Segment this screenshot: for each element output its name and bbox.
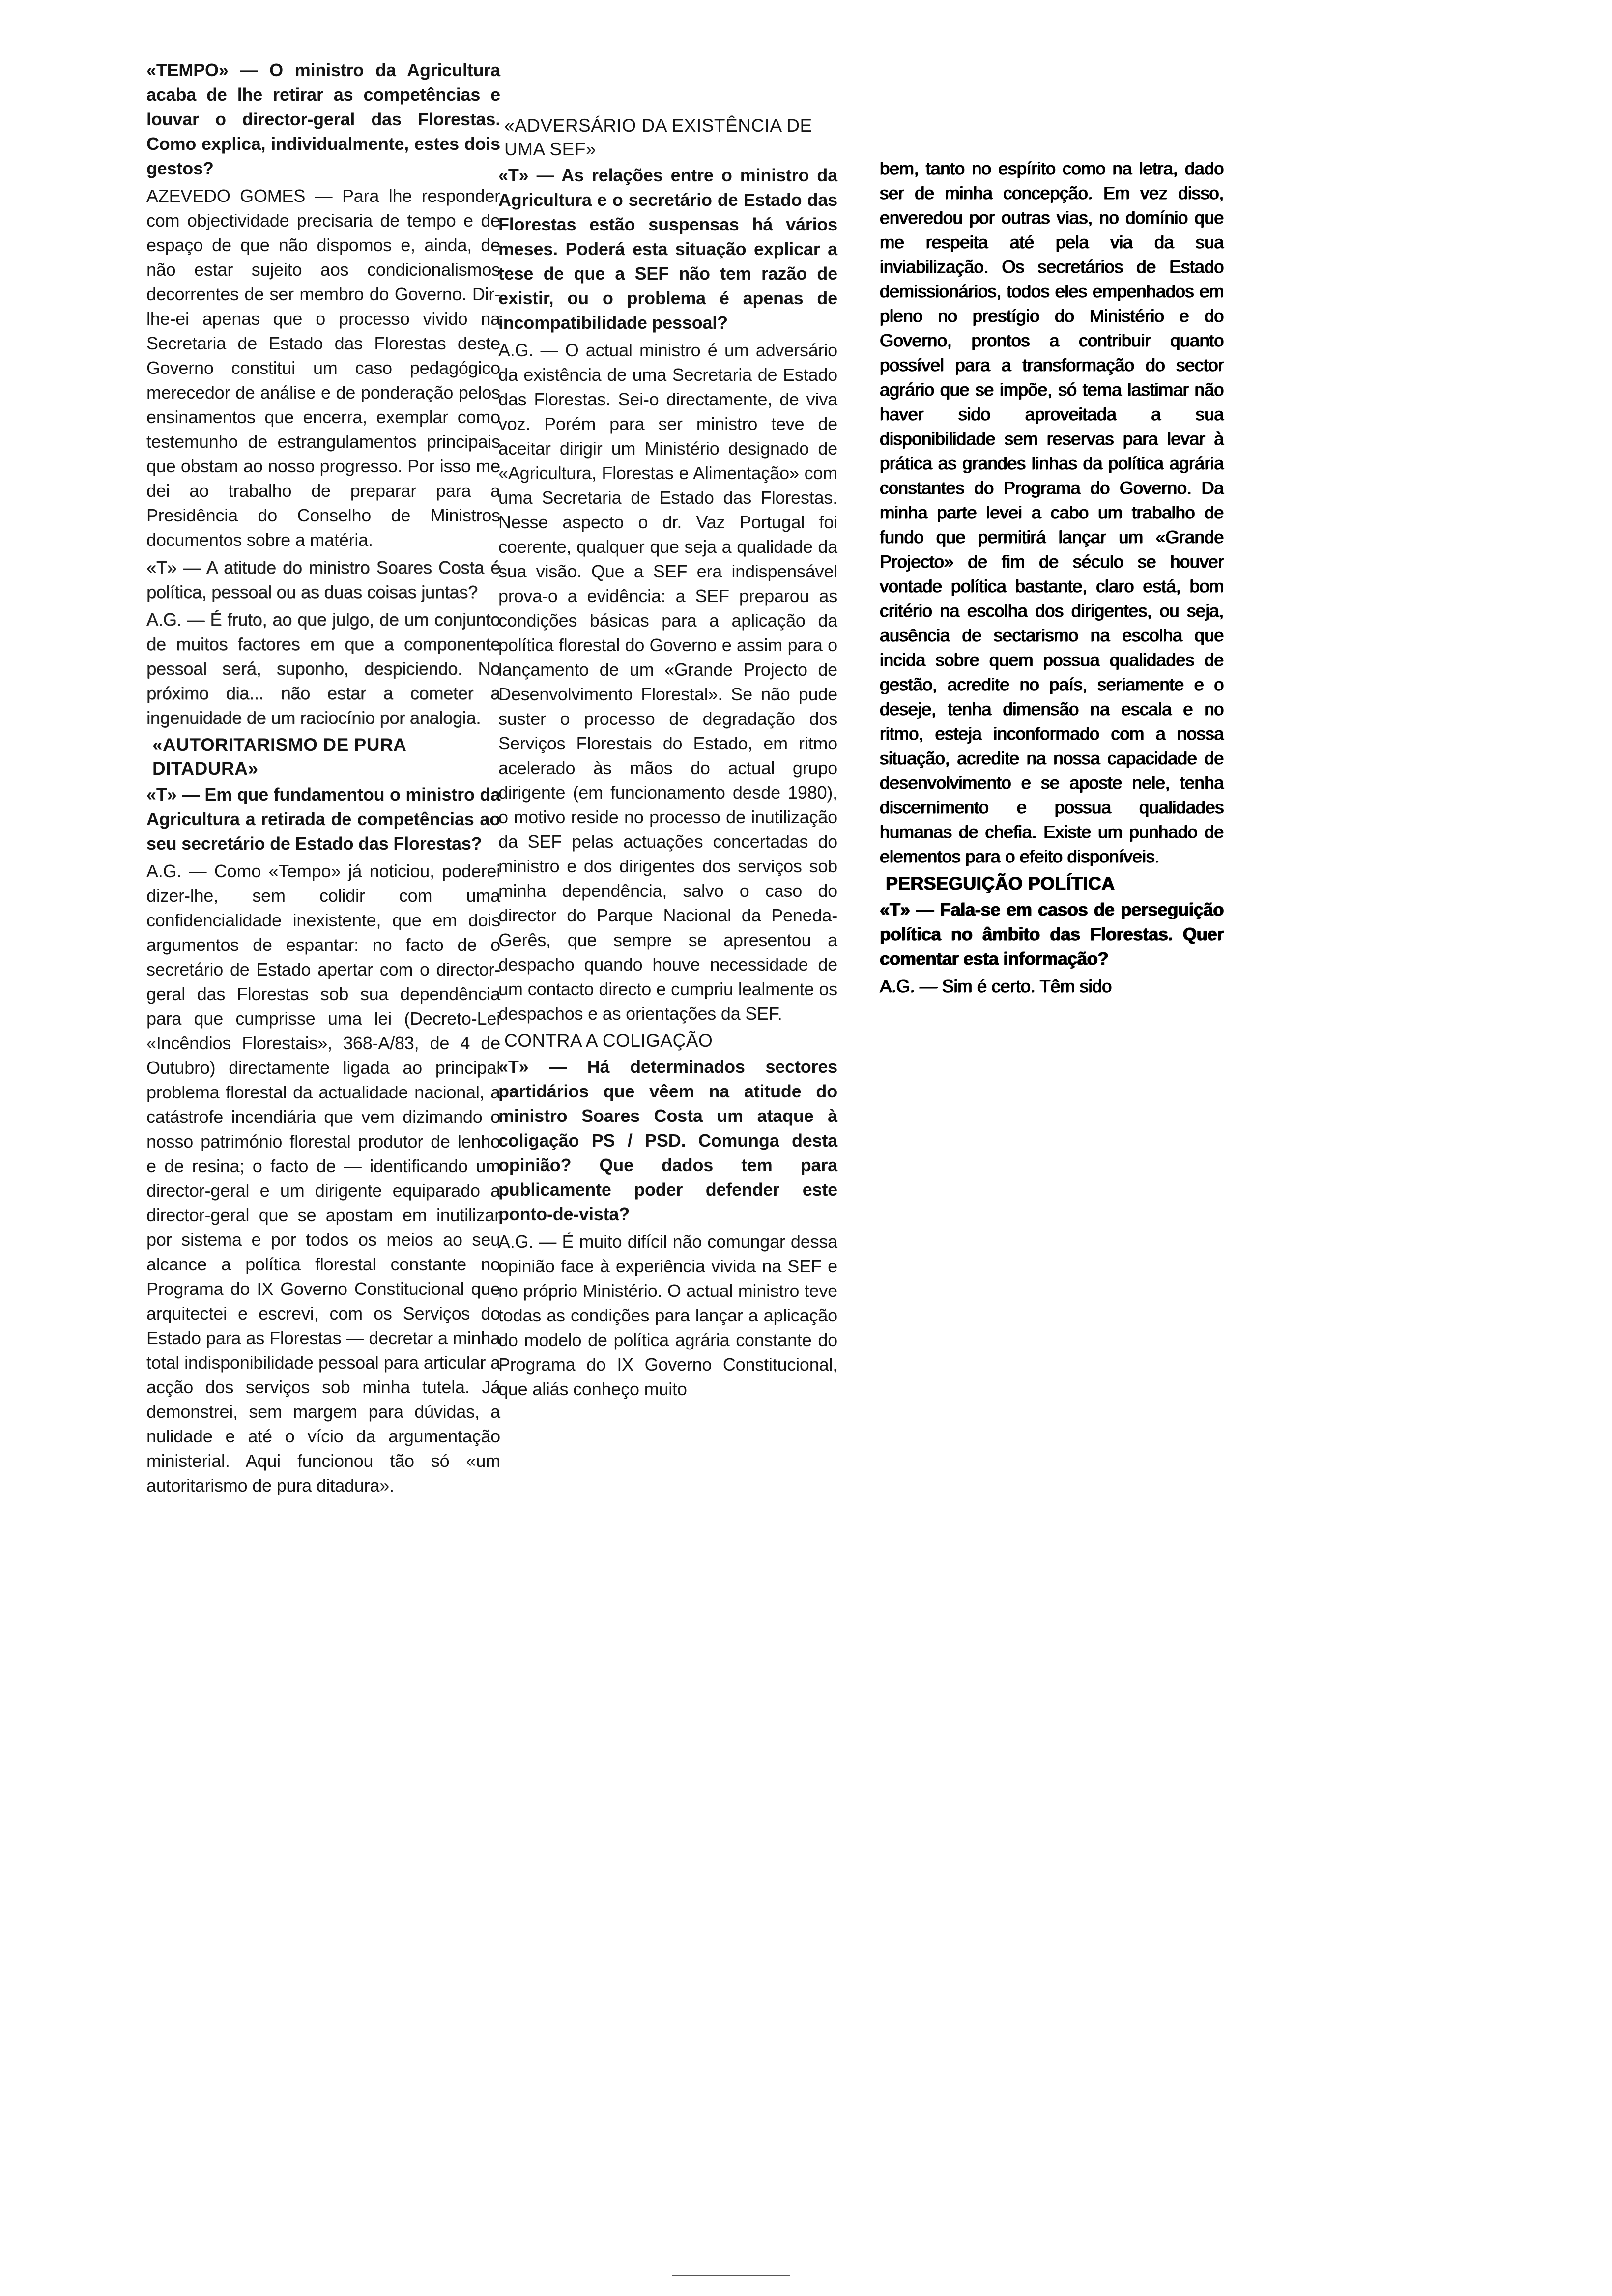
answer-6: A.G. — Sim é certo. Têm sido <box>880 976 1112 996</box>
answer-4: A.G. — O actual ministro é um adversário da existência de uma Secretaria de Estado das Florestas. Sei-o directamente, de viva voz. Porém para ser ministro teve de aceitar dirigir um Ministério designado de «Agricultura, Florestas e Alimentação» com uma Secretaria de Estado das Florestas. Nesse aspecto o dr. Vaz Portugal foi coerente, qualquer que seja a qualidade da sua visão. Que a SEF era indispensável prova-o a evidência: a SEF preparou as condições básicas para a aplicação da política florestal do Governo e assim para o lançamento de um «Grande Projecto de Desenvolvimento Florestal». Se não pude suster o processo de degradação dos Serviços Florestais do Estado, em ritmo acelerado às mãos do actual grupo dirigente (em funcionamento desde 1980), o motivo reside no processo de inutilização da SEF pelas actuações concertadas do ministro e dos dirigentes dos serviços sob minha dependência, salvo o caso do director do Parque Nacional da Peneda-Gerês, que sempre se apresentou a despacho quando houve necessidade de um contacto directo e cumpriu lealmente os despachos e as orientações da SEF. <box>498 340 837 1024</box>
question-1: «TEMPO» — O ministro da Agricultura acaba de lhe retirar as competências e louvar o director-geral das Florestas. Como explica, individualmente, estes dois gestos? <box>146 60 500 178</box>
question-4: «T» — As relações entre o ministro da Agricultura e o secretário de Estado das Florestas estão suspensas há vários meses. Poderá esta situação explicar a tese de que a SEF não tem razão de existir, ou o problema é apenas de incompatibilidade pessoal? <box>498 165 837 333</box>
section-heading-adversario: «ADVERSÁRIO DA EXISTÊNCIA DE UMA SEF» <box>504 115 812 159</box>
answer-3: A.G. — Como «Tempo» já noticiou, poderei dizer-lhe, sem colidir com uma confidencialidade inexistente, que em dois argumentos de espantar: no facto de o secretário de Estado apertar com o director-geral das Florestas sob sua dependência para que cumprisse uma lei (Decreto-Lei «Incêndios Florestais», 368-A/83, de 4 de Outubro) directamente ligada ao principal problema florestal da actualidade nacional, a catástrofe incendiária que vem dizimando o nosso património florestal produtor de lenho e de resina; o facto de — identificando um director-geral e um dirigente equiparado a director-geral que se apostam em inutilizar por sistema e por todos os meios ao seu alcance a política florestal constante no Programa do IX Governo Constitucional que arquitectei e escrevi, com os Serviços do Estado para as Florestas — decretar a minha total indisponibilidade pessoal para articular a acção dos serviços sob minha tutela. Já demonstrei, sem margem para dúvidas, a nulidade e até o vício da argumentação ministerial. Aqui funcionou tão só «um autoritarismo de pura ditadura». <box>146 861 500 1495</box>
answer-1: AZEVEDO GOMES — Para lhe responder com objectividade precisaria de tempo e de espaço de que não dispomos e, ainda, de não estar sujeito aos condicionalismos decorrentes de ser membro do Governo. Dir-lhe-ei apenas que o processo vivido na Secretaria de Estado das Florestas deste Governo constitui um caso pedagógico merecedor de análise e de ponderação pelos ensinamentos que encerra, exemplar como testemunho de estrangulamentos principais que obstam ao nosso progresso. Por isso me dei ao trabalho de preparar para a Presidência do Conselho de Ministros documentos sobre a matéria. <box>146 186 500 550</box>
section-heading-perseguicao: PERSEGUIÇÃO POLÍTICA <box>886 873 1115 893</box>
section-heading-coligacao: CONTRA A COLIGAÇÃO <box>504 1031 713 1051</box>
answer-2: A.G. — É fruto, ao que julgo, de um conjunto de muitos factores em que a componente pessoal será, suponho, despiciendo. No próximo dia... não estar a cometer a ingenuidade de um raciocínio por analogia. <box>146 609 500 728</box>
column-3 <box>880 156 1224 1002</box>
question-3: «T» — Em que fundamentou o ministro da Agricultura a retirada de competências ao seu secretário de Estado das Florestas? <box>146 784 500 854</box>
column-1 <box>146 58 500 1501</box>
answer-5-continued: bem, tanto no espírito como na letra, dado ser de minha concepção. Em vez disso, enveredou por outras vias, no domínio que me respeita até pela via da sua inviabilização. Os secretários de Estado demissionários, todos eles empenhados em pleno no prestígio do Ministério e do Governo, prontos a contribuir quanto possível para a transformação do sector agrário que se impõe, só tema lastimar não haver sido aproveitada a sua disponibilidade sem reservas para levar à prática as grandes linhas da política agrária constantes do Programa do Governo. Da minha parte levei a cabo um trabalho de fundo que permitirá lançar um «Grande Projecto» de fim de século se houver vontade política bastante, claro está, bom critério na escolha dos dirigentes, ou seja, ausência de sectarismo na escolha que incida sobre quem possua qualidades de gestão, acredite no país, seriamente e o deseje, tenha dimensão na escala e no ritmo, esteja inconformado com a nossa situação, acredite na nossa capacidade de desenvolvimento e se aposte nele, tenha discernimento e possua qualidades humanas de chefia. Existe um punhado de elementos para o efeito disponíveis. <box>880 158 1224 866</box>
question-6: «T» — Fala-se em casos de perseguição política no âmbito das Florestas. Quer comentar esta informação? <box>880 899 1224 969</box>
question-5: «T» — Há determinados sectores partidários que vêem na atitude do ministro Soares Costa um ataque à coligação PS / PSD. Comunga desta opinião? Que dados tem para publicamente poder defender este ponto-de-vista? <box>498 1057 837 1224</box>
column-2 <box>498 114 837 1405</box>
section-heading-autoritarismo: «AUTORITARISMO DE PURA DITADURA» <box>152 735 406 778</box>
column-3-body <box>880 156 1224 999</box>
answer-5: A.G. — É muito difícil não comungar dessa opinião face à experiência vivida na SEF e no próprio Ministério. O actual ministro teve todas as condições para lançar a aplicação do modelo de política agrária constante do Programa do IX Governo Constitucional, que aliás conheço muito <box>498 1232 837 1399</box>
footer-rule <box>672 2275 790 2276</box>
question-2: «T» — A atitude do ministro Soares Costa é política, pessoal ou as duas coisas juntas? <box>146 557 500 602</box>
